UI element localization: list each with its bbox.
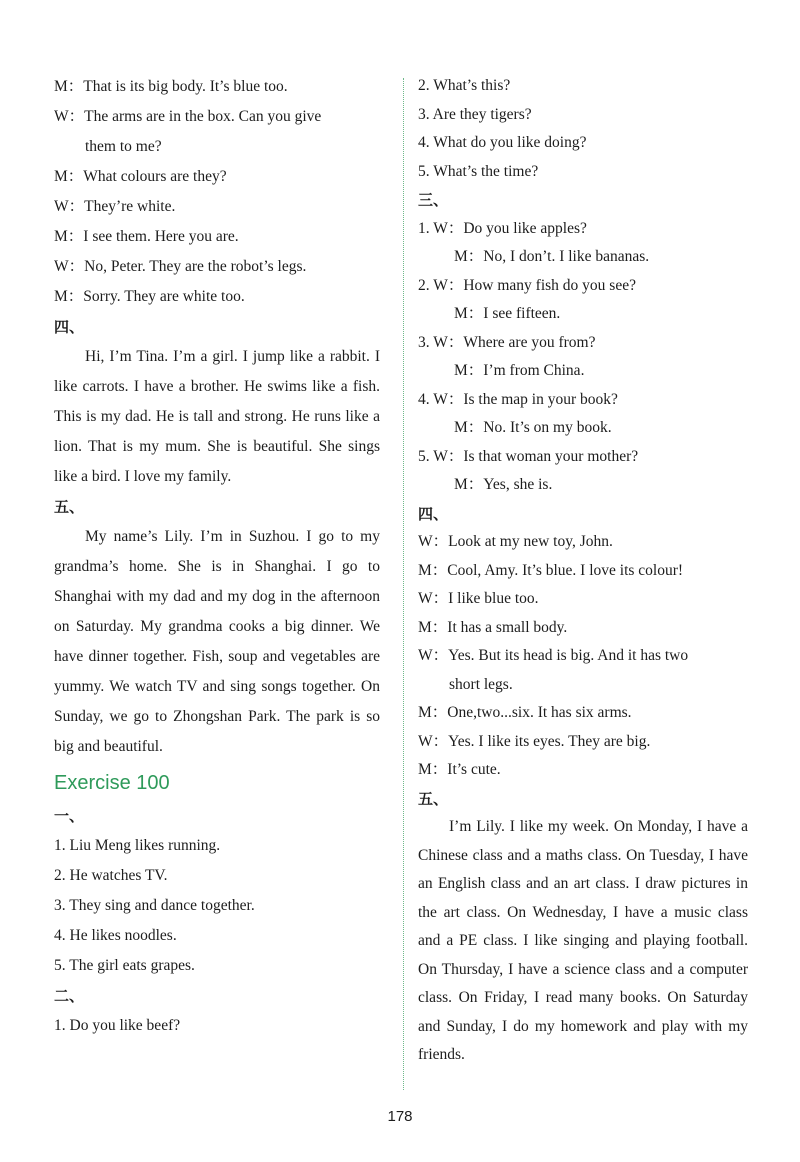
column-divider [403, 78, 404, 1090]
answer-item: 2. He watches TV. [54, 867, 168, 884]
left-column [54, 72, 380, 1041]
section-label-2: 二、 [54, 987, 85, 1005]
dialog-line: 2. W：How many fish do you see? [418, 276, 636, 294]
section-label-5: 五、 [54, 498, 85, 516]
dialog-line: M：That is its big body. It’s blue too. [54, 78, 288, 95]
answer-item: 4. What do you like doing? [418, 134, 587, 151]
dialog-line: W：Yes. But its head is big. And it has two [418, 647, 689, 664]
dialog-line: 5. W：Is that woman your mother? [418, 447, 639, 465]
section-label-4: 四、 [418, 504, 449, 523]
dialog-line: M：I see fifteen. [454, 305, 561, 322]
answer-item: 3. They sing and dance together. [54, 897, 255, 914]
right-column [418, 72, 748, 1070]
section-label-5: 五、 [418, 789, 449, 808]
dialog-line: M：It has a small body. [418, 618, 568, 636]
dialog-line: M：I’m from China. [454, 362, 585, 379]
answer-item: 1. Do you like beef? [54, 1017, 181, 1034]
dialog-line: W：They’re white. [54, 198, 176, 215]
exercise-title: Exercise 100 [54, 772, 170, 794]
section-label-1: 一、 [54, 807, 85, 825]
dialog-line: W：No, Peter. They are the robot’s legs. [54, 258, 307, 275]
passage-tina: Hi, I’m Tina. I’m a girl. I jump like a rabbit. I like carrots. I have a brother. He swims like a fish. This is my dad. He is tall and strong. He runs like a lion. That is my mum. She is beautiful. She sings like a bird. I love my family. [54, 348, 380, 485]
dialog-line: short legs. [449, 675, 513, 693]
dialog-line: W：I like blue too. [418, 590, 539, 607]
dialog-line: M：It’s cute. [418, 761, 501, 778]
answer-item: 2. What’s this? [418, 77, 511, 94]
answer-item: 3. Are they tigers? [418, 105, 532, 123]
dialog-line: 3. W：Where are you from? [418, 333, 596, 351]
answer-item: 1. Liu Meng likes running. [54, 837, 221, 854]
dialog-line: 4. W：Is the map in your book? [418, 390, 618, 408]
dialog-line: W：The arms are in the box. Can you give [54, 108, 322, 125]
dialog-line: W：Look at my new toy, John. [418, 533, 613, 550]
page-number: 178 [387, 1108, 413, 1125]
answer-item: 4. He likes noodles. [54, 927, 177, 944]
passage-lily-suzhou: My name’s Lily. I’m in Suzhou. I go to my grandma’s home. She is in Shanghai. I go to Shanghai with my dad and my dog in the afternoon on Saturday. My grandma cooks a big dinner. We have dinner together. Fish, soup and vegetables are yummy. We watch TV and sing songs together. On Sunday, we go to Zhongshan Park. The park is so big and beautiful. [54, 528, 380, 755]
dialog-line: W：Yes. I like its eyes. They are big. [418, 732, 651, 750]
dialog-line: M：What colours are they? [54, 168, 227, 185]
section-label-3: 三、 [418, 191, 449, 209]
dialog-line: M：No, I don’t. I like bananas. [454, 248, 650, 265]
dialog-line: 1. W：Do you like apples? [418, 219, 587, 237]
answer-item: 5. The girl eats grapes. [54, 957, 195, 974]
dialog-line: them to me? [85, 138, 162, 155]
dialog-line: M：No. It’s on my book. [454, 419, 612, 436]
dialog-line: M：One,two...six. It has six arms. [418, 704, 632, 721]
dialog-line: M：Yes, she is. [454, 476, 553, 493]
dialog-line: M：Sorry. They are white too. [54, 288, 245, 305]
passage-lily-week: I’m Lily. I like my week. On Monday, I have a Chinese class and a maths class. On Tuesday, I have an English class and an art class. I draw pictures in the art class. On Wednesday, I have a music class and a PE class. I like singing and playing football. On Thursday, I have a science class and a computer class. On Friday, I read many books. On Saturday and Sunday, I do my homework and play with my friends. [418, 818, 748, 1063]
answer-item: 5. What’s the time? [418, 162, 539, 180]
dialog-line: M：I see them. Here you are. [54, 228, 239, 245]
dialog-line: M：Cool, Amy. It’s blue. I love its colour! [418, 561, 684, 579]
section-label-4: 四、 [54, 318, 85, 336]
